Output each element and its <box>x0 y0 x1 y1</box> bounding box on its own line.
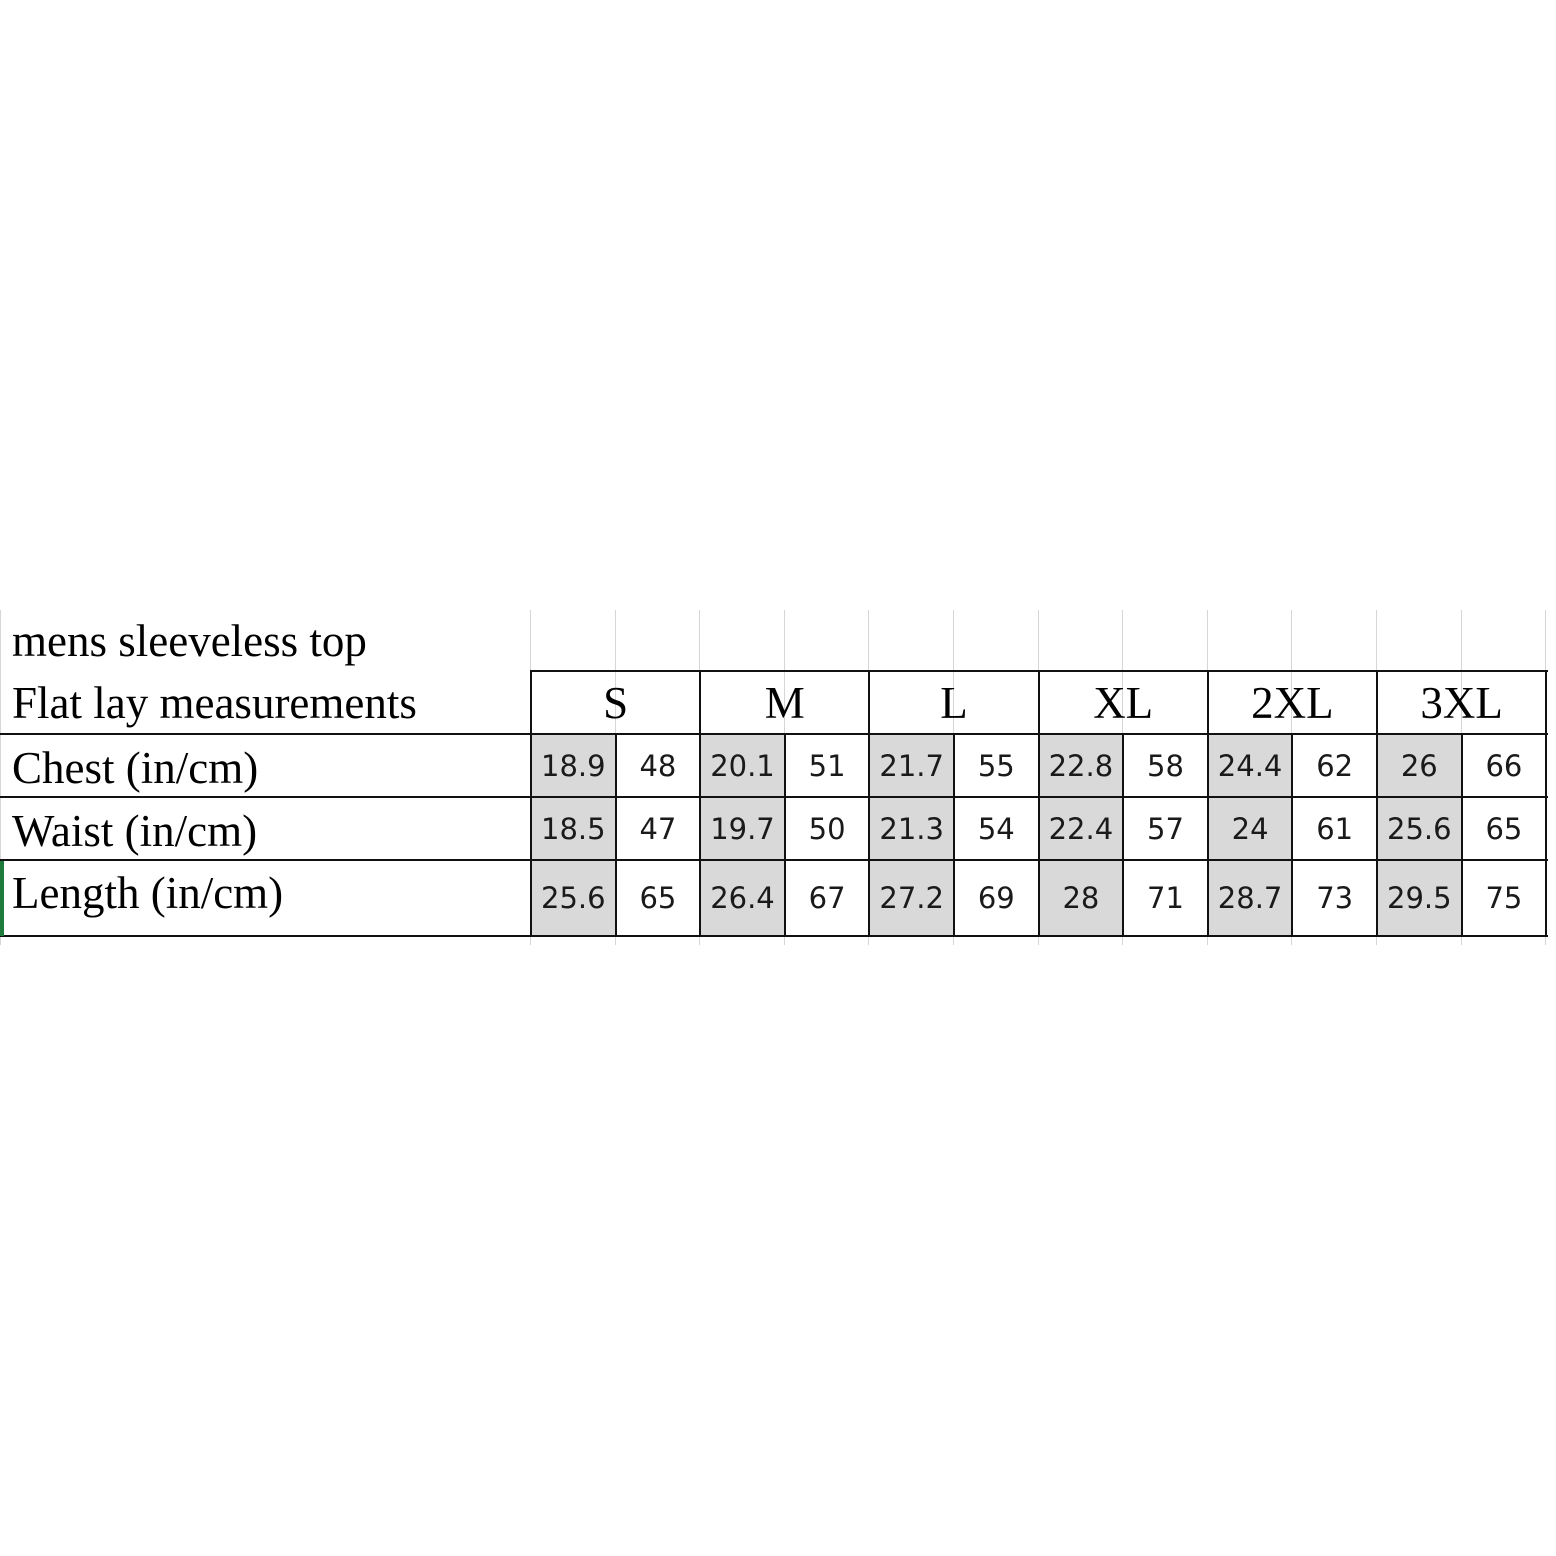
cell-chest-xl-cm[interactable]: 58 <box>1147 748 1184 783</box>
border-line <box>1461 733 1463 937</box>
border-line <box>1545 670 1547 937</box>
cell-length-m-cm[interactable]: 67 <box>808 881 846 915</box>
border-line <box>530 670 532 937</box>
border-line <box>1038 670 1040 937</box>
cell-waist-3xl-in[interactable]: 25.6 <box>1377 798 1462 860</box>
border-line <box>953 733 955 937</box>
border-line <box>0 796 1548 798</box>
cell-length-xl-in[interactable]: 28 <box>1039 861 1124 936</box>
border-line <box>0 733 1548 735</box>
border-line <box>868 670 870 937</box>
cell-waist-3xl-cm[interactable]: 65 <box>1485 811 1523 846</box>
cell-waist-l-in[interactable]: 21.3 <box>869 798 954 860</box>
size-header-2xl[interactable]: 2XL <box>1251 678 1334 728</box>
size-header-3xl[interactable]: 3XL <box>1420 678 1503 728</box>
border-line <box>1122 733 1124 937</box>
table-title[interactable]: mens sleeveless top <box>12 616 367 666</box>
row-label-length[interactable]: Length (in/cm) <box>12 868 284 918</box>
border-line <box>699 670 701 937</box>
cell-chest-l-cm[interactable]: 55 <box>977 748 1015 783</box>
size-header-s[interactable]: S <box>603 678 629 728</box>
border-line <box>1291 733 1293 937</box>
cell-waist-l-cm[interactable]: 54 <box>977 811 1015 846</box>
cell-waist-2xl-in[interactable]: 24 <box>1208 798 1293 860</box>
cell-waist-xl-cm[interactable]: 57 <box>1147 811 1184 846</box>
cell-length-3xl-in[interactable]: 29.5 <box>1377 861 1462 936</box>
cell-length-l-in[interactable]: 27.2 <box>869 861 954 936</box>
cell-waist-s-cm[interactable]: 47 <box>639 811 677 846</box>
border-line <box>784 733 786 937</box>
cell-chest-l-in[interactable]: 21.7 <box>869 735 954 797</box>
cell-length-xl-cm[interactable]: 71 <box>1147 881 1184 915</box>
cell-length-2xl-cm[interactable]: 73 <box>1316 881 1354 915</box>
size-header-l[interactable]: L <box>940 678 968 728</box>
cell-length-3xl-cm[interactable]: 75 <box>1485 881 1523 915</box>
cell-chest-m-in[interactable]: 20.1 <box>700 735 785 797</box>
size-header-xl[interactable]: XL <box>1093 678 1154 728</box>
cell-chest-3xl-cm[interactable]: 66 <box>1485 748 1523 783</box>
cell-chest-2xl-cm[interactable]: 62 <box>1316 748 1354 783</box>
cell-length-2xl-in[interactable]: 28.7 <box>1208 861 1293 936</box>
border-line <box>1207 670 1209 937</box>
cell-chest-m-cm[interactable]: 51 <box>808 748 846 783</box>
cell-length-l-cm[interactable]: 69 <box>977 881 1015 915</box>
border-line <box>615 733 617 937</box>
cell-waist-m-cm[interactable]: 50 <box>808 811 846 846</box>
row-label-waist[interactable]: Waist (in/cm) <box>12 806 258 856</box>
cell-waist-xl-in[interactable]: 22.4 <box>1039 798 1124 860</box>
cell-waist-m-in[interactable]: 19.7 <box>700 798 785 860</box>
active-cell-indicator <box>0 861 4 936</box>
cell-chest-s-in[interactable]: 18.9 <box>531 735 616 797</box>
cell-chest-3xl-in[interactable]: 26 <box>1377 735 1462 797</box>
cell-length-s-cm[interactable]: 65 <box>639 881 677 915</box>
cell-waist-2xl-cm[interactable]: 61 <box>1316 811 1354 846</box>
cell-waist-s-in[interactable]: 18.5 <box>531 798 616 860</box>
cell-chest-s-cm[interactable]: 48 <box>639 748 677 783</box>
cell-chest-2xl-in[interactable]: 24.4 <box>1208 735 1293 797</box>
cell-length-s-in[interactable]: 25.6 <box>531 861 616 936</box>
border-line <box>0 859 1548 861</box>
size-header-m[interactable]: M <box>764 678 805 728</box>
border-line <box>0 935 1548 937</box>
border-line <box>1376 670 1378 937</box>
header-label[interactable]: Flat lay measurements <box>12 678 417 728</box>
cell-length-m-in[interactable]: 26.4 <box>700 861 785 936</box>
cell-chest-xl-in[interactable]: 22.8 <box>1039 735 1124 797</box>
row-label-chest[interactable]: Chest (in/cm) <box>12 743 259 793</box>
